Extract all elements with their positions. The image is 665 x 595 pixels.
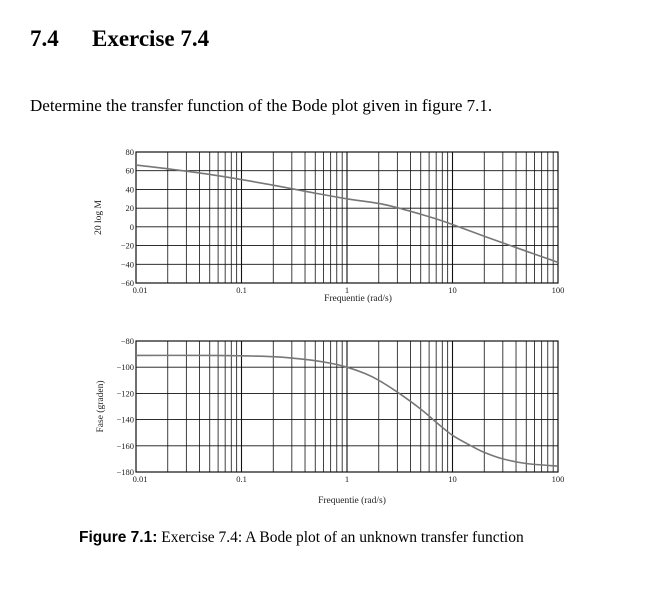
y-tick-label: −80 <box>120 336 134 346</box>
section-number: 7.4 <box>30 26 59 51</box>
figure-caption-label: Figure 7.1: <box>79 529 158 546</box>
figure-caption <box>79 529 524 547</box>
section-title: Exercise 7.4 <box>92 26 210 51</box>
y-tick-label: 20 <box>125 203 134 214</box>
y-tick-label: −140 <box>116 414 134 425</box>
x-axis-title: Frequentie (rad/s) <box>324 294 392 304</box>
y-tick-label: −60 <box>120 278 134 288</box>
y-tick-label: −20 <box>120 240 134 251</box>
y-tick-label: 40 <box>125 184 134 195</box>
x-tick-label: 100 <box>551 474 565 484</box>
figure-caption-text: Exercise 7.4: A Bode plot of an unknown transfer function <box>161 529 524 546</box>
x-tick-label: 0.1 <box>236 285 247 295</box>
y-tick-label: −100 <box>116 362 134 373</box>
y-tick-label: −40 <box>120 259 134 270</box>
x-tick-label: 100 <box>551 285 565 295</box>
x-tick-label: 0.01 <box>132 474 148 484</box>
intro-paragraph: Determine the transfer function of the Bode plot given in figure 7.1. <box>30 96 493 115</box>
x-tick-label: 0.1 <box>236 474 247 484</box>
y-tick-label: 0 <box>129 221 134 232</box>
y-tick-label: −180 <box>116 467 134 477</box>
y-tick-label: 80 <box>125 147 134 157</box>
x-tick-label: 1 <box>344 474 350 484</box>
x-tick-label: 10 <box>448 474 457 484</box>
x-tick-label: 10 <box>448 285 457 295</box>
x-tick-label: 1 <box>344 285 350 295</box>
x-tick-label: 0.01 <box>132 285 148 295</box>
chart-panel-1 <box>94 147 564 304</box>
y-axis-title: Fase (graden) <box>96 380 106 433</box>
chart-panel-2 <box>95 336 564 506</box>
y-axis-title: 20 log M <box>94 200 104 235</box>
y-tick-label: −120 <box>116 388 134 399</box>
y-tick-label: −160 <box>116 440 134 451</box>
y-tick-label: 60 <box>125 165 134 176</box>
x-axis-title: Frequentie (rad/s) <box>318 496 386 506</box>
